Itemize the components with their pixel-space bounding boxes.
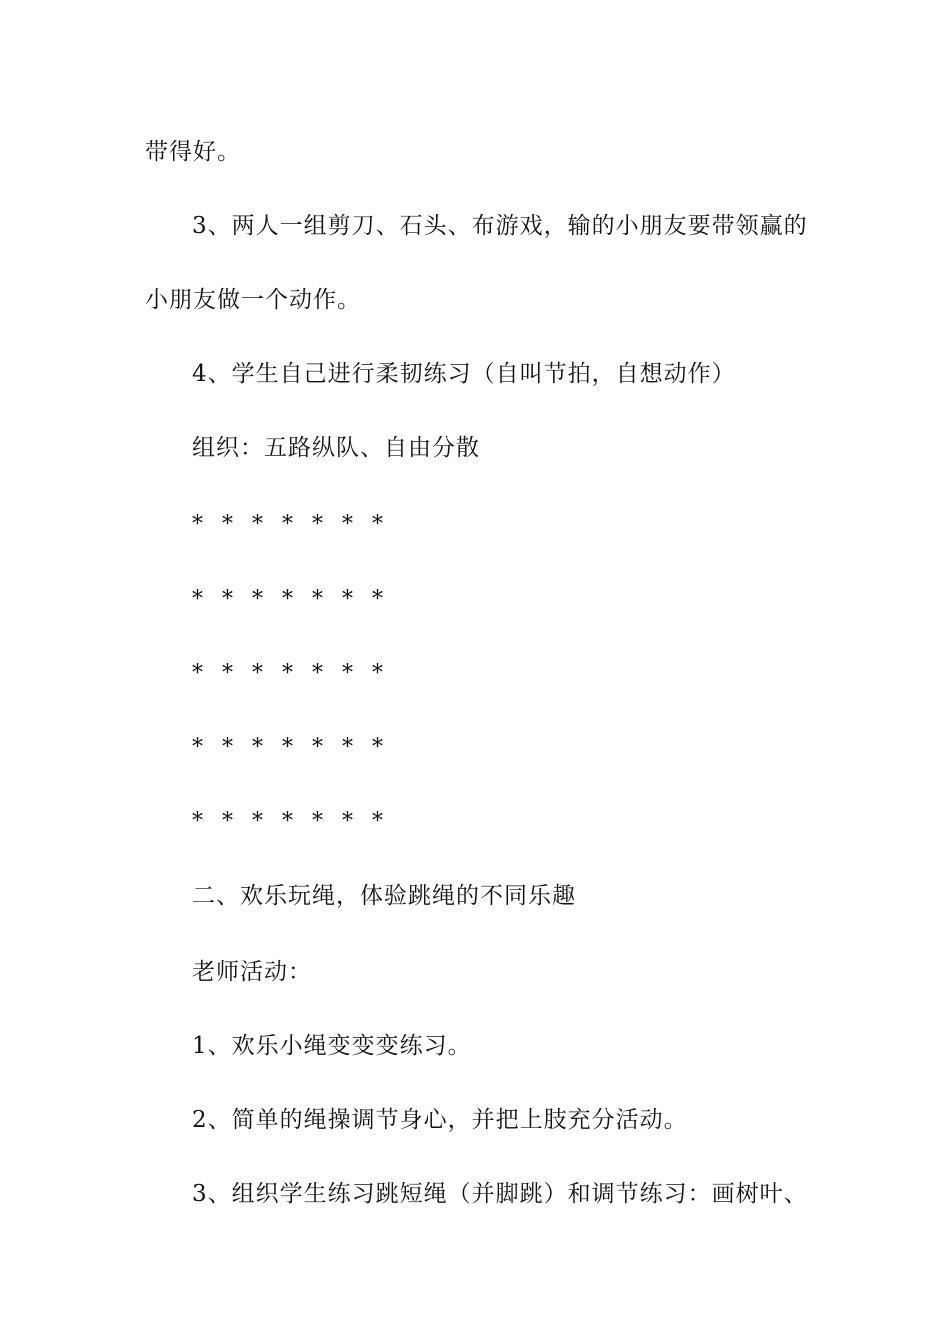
paragraph-line: 小朋友做一个动作。 xyxy=(145,287,361,313)
section-heading: 二、欢乐玩绳，体验跳绳的不同乐趣 xyxy=(192,883,576,909)
formation-row: * * * * * * * xyxy=(192,661,389,686)
paragraph-line: 组织：五路纵队、自由分散 xyxy=(192,435,480,461)
formation-row: * * * * * * * xyxy=(192,587,389,612)
formation-row: * * * * * * * xyxy=(192,512,389,537)
paragraph-line: 3、两人一组剪刀、石头、布游戏，输的小朋友要带领赢的 xyxy=(192,213,808,239)
paragraph-line: 3、组织学生练习跳短绳（并脚跳）和调节练习：画树叶、 xyxy=(192,1181,808,1207)
formation-row: * * * * * * * xyxy=(192,809,389,834)
paragraph-line: 2、简单的绳操调节身心，并把上肢充分活动。 xyxy=(192,1107,688,1133)
paragraph-line: 4、学生自己进行柔韧练习（自叫节拍，自想动作） xyxy=(192,361,736,387)
paragraph-line: 1、欢乐小绳变变变练习。 xyxy=(192,1033,472,1059)
formation-row: * * * * * * * xyxy=(192,735,389,760)
paragraph-line: 带得好。 xyxy=(145,139,241,165)
paragraph-line: 老师活动： xyxy=(192,959,312,985)
